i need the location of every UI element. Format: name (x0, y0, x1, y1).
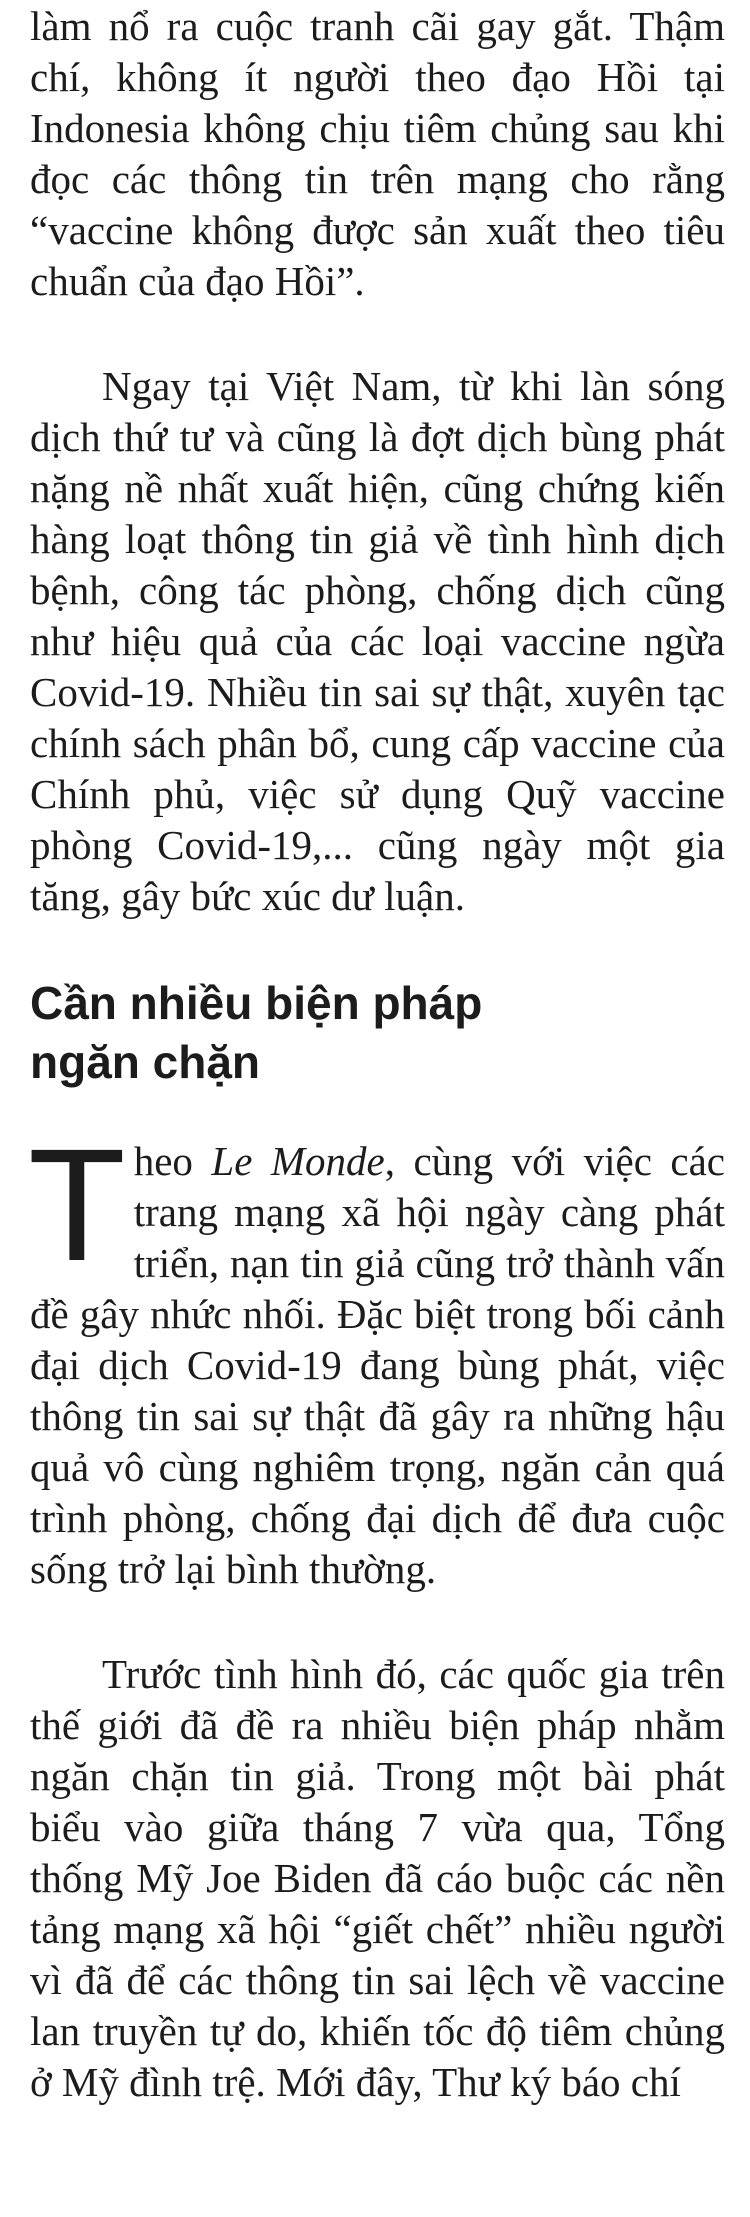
article-body (30, 0, 725, 2108)
section-heading (30, 974, 725, 1092)
paragraph-global-measures: Trước tình hình đó, các quốc gia trên thế giới đã đề ra nhiều biện pháp nhằm ngăn chặn tin giả. Trong một bài phát biểu vào giữa tháng 7 vừa qua, Tổng thống Mỹ Joe Biden đã cáo buộc các nền tảng mạng xã hội “giết chết” nhiều người vì đã để các thông tin sai lệch về vaccine lan truyền tự do, khiến tốc độ tiêm chủng ở Mỹ đình trệ. Mới đây, Thư ký báo chí (30, 1651, 725, 2105)
paragraph-vietnam: Ngay tại Việt Nam, từ khi làn sóng dịch thứ tư và cũng là đợt dịch bùng phát nặng nề nhất xuất hiện, cũng chứng kiến hàng loạt thông tin giả về tình hình dịch bệnh, công tác phòng, chống dịch cũng như hiệu quả của các loại vaccine ngừa Covid-19. Nhiều tin sai sự thật, xuyên tạc chính sách phân bổ, cung cấp vaccine của Chính phủ, việc sử dụng Quỹ vaccine phòng Covid-19,... cũng ngày một gia tăng, gây bức xúc dư luận. (30, 363, 725, 919)
section-heading-line-2: ngăn chặn (30, 1036, 261, 1088)
paragraph-indonesia: làm nổ ra cuộc tranh cãi gay gắt. Thậm chí, không ít người theo đạo Hồi tại Indonesia không chịu tiêm chủng sau khi đọc các thông tin trên mạng cho rằng “vaccine không được sản xuất theo tiêu chuẩn của đạo Hồi”. (30, 3, 725, 304)
paragraph-le-monde (28, 1115, 725, 1595)
section-heading-line-1: Cần nhiều biện pháp (30, 977, 483, 1029)
paragraph-le-monde-rest: , cùng với việc các trang mạng xã hội ngày càng phát triển, nạn tin giả cũng trở thành vấn đề gây nhức nhối. Đặc biệt trong bối cảnh đại dịch Covid-19 đang bùng phát, việc thông tin sai sự thật đã gây ra những hậu quả vô cùng nghiêm trọng, ngăn cản quá trình phòng, chống đại dịch để đưa cuộc sống trở lại bình thường. (30, 1138, 725, 1592)
paragraph-le-monde-lead: heo (133, 1138, 212, 1184)
drop-cap: T (28, 1115, 126, 1294)
source-name-italic: Le Monde (211, 1138, 385, 1184)
